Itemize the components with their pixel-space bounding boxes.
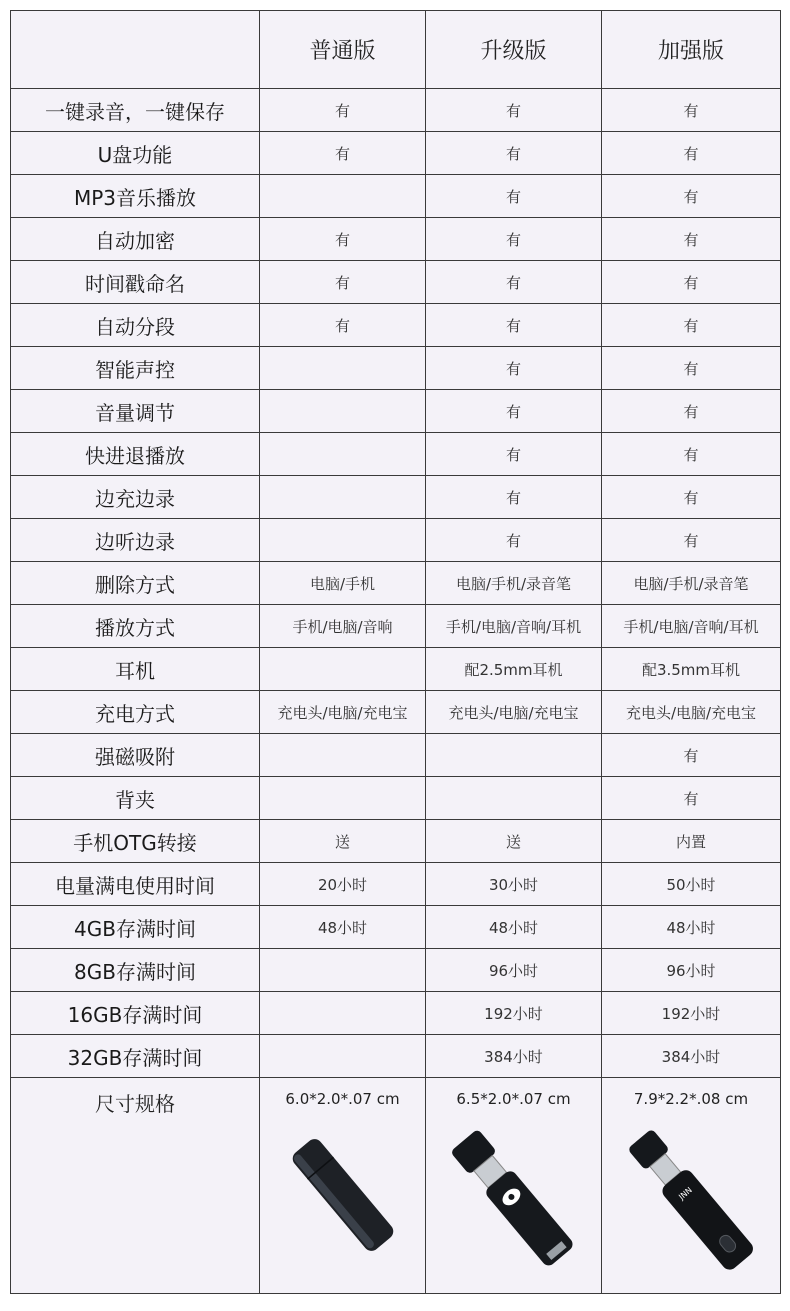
size-dimension-text: 7.9*2.2*.08 cm xyxy=(633,1090,749,1108)
table-row xyxy=(11,304,781,347)
feature-label: 背夹 xyxy=(11,777,260,820)
feature-value-cell xyxy=(260,1035,426,1078)
feature-value-cell: 内置 xyxy=(602,820,781,863)
feature-label: 删除方式 xyxy=(11,562,260,605)
feature-label: 边充边录 xyxy=(11,476,260,519)
feature-value-cell: 有 xyxy=(602,347,781,390)
feature-value-cell: 48小时 xyxy=(260,906,426,949)
feature-value-cell: 48小时 xyxy=(602,906,781,949)
feature-value-cell xyxy=(260,992,426,1035)
feature-value-cell: 电脑/手机/录音笔 xyxy=(602,562,781,605)
header-row xyxy=(11,11,781,89)
basic-recorder-image xyxy=(278,1130,408,1260)
feature-value-cell: 有 xyxy=(260,89,426,132)
feature-value-cell: 有 xyxy=(602,476,781,519)
feature-value-cell: 384小时 xyxy=(426,1035,602,1078)
feature-value-cell: 有 xyxy=(426,218,602,261)
feature-value-cell: 有 xyxy=(260,218,426,261)
feature-value-cell: 20小时 xyxy=(260,863,426,906)
feature-value-cell: 有 xyxy=(426,304,602,347)
feature-value-cell: 有 xyxy=(602,390,781,433)
feature-value-cell: 有 xyxy=(260,132,426,175)
table-row xyxy=(11,175,781,218)
feature-value-cell: 384小时 xyxy=(602,1035,781,1078)
table-row xyxy=(11,218,781,261)
feature-label: 边听边录 xyxy=(11,519,260,562)
table-row xyxy=(11,906,781,949)
table-row xyxy=(11,949,781,992)
feature-value-cell: 有 xyxy=(426,89,602,132)
size-dimension-text: 6.0*2.0*.07 cm xyxy=(285,1090,400,1108)
table-row xyxy=(11,1035,781,1078)
feature-label: MP3音乐播放 xyxy=(11,175,260,218)
feature-value-cell xyxy=(260,390,426,433)
table-row xyxy=(11,863,781,906)
size-value-cell xyxy=(602,1078,781,1294)
feature-label: 32GB存满时间 xyxy=(11,1035,260,1078)
feature-value-cell: 充电头/电脑/充电宝 xyxy=(602,691,781,734)
table-row xyxy=(11,992,781,1035)
table-row xyxy=(11,777,781,820)
feature-value-cell xyxy=(260,519,426,562)
header-corner xyxy=(11,11,260,89)
feature-value-cell: 96小时 xyxy=(602,949,781,992)
table-row xyxy=(11,605,781,648)
feature-label: 强磁吸附 xyxy=(11,734,260,777)
feature-value-cell xyxy=(426,777,602,820)
header-basic-version: 普通版 xyxy=(260,11,426,89)
feature-value-cell: 有 xyxy=(426,132,602,175)
size-dimension-text: 6.5*2.0*.07 cm xyxy=(456,1090,571,1108)
feature-label: 耳机 xyxy=(11,648,260,691)
feature-value-cell: 有 xyxy=(602,777,781,820)
feature-value-cell: 有 xyxy=(602,261,781,304)
feature-value-cell: 有 xyxy=(602,89,781,132)
feature-value-cell: 有 xyxy=(602,175,781,218)
table-row xyxy=(11,433,781,476)
feature-value-cell: 充电头/电脑/充电宝 xyxy=(260,691,426,734)
feature-value-cell: 送 xyxy=(426,820,602,863)
feature-value-cell: 有 xyxy=(260,304,426,347)
table-row xyxy=(11,820,781,863)
feature-value-cell: 有 xyxy=(602,304,781,347)
feature-value-cell: 充电头/电脑/充电宝 xyxy=(426,691,602,734)
feature-value-cell: 送 xyxy=(260,820,426,863)
feature-value-cell xyxy=(260,777,426,820)
feature-value-cell: 有 xyxy=(426,175,602,218)
feature-value-cell: 有 xyxy=(602,734,781,777)
feature-label: 智能声控 xyxy=(11,347,260,390)
feature-label: 尺寸规格 xyxy=(11,1078,260,1294)
table-row xyxy=(11,734,781,777)
table-row xyxy=(11,132,781,175)
enhanced-recorder-image xyxy=(621,1130,761,1270)
feature-value-cell: 配3.5mm耳机 xyxy=(602,648,781,691)
table-row xyxy=(11,648,781,691)
feature-label: 8GB存满时间 xyxy=(11,949,260,992)
feature-value-cell xyxy=(260,347,426,390)
table-row xyxy=(11,89,781,132)
feature-label: 16GB存满时间 xyxy=(11,992,260,1035)
table-row xyxy=(11,476,781,519)
feature-value-cell xyxy=(260,175,426,218)
size-value-cell xyxy=(426,1078,602,1294)
feature-label: 音量调节 xyxy=(11,390,260,433)
feature-value-cell: 有 xyxy=(426,433,602,476)
feature-value-cell xyxy=(260,949,426,992)
brand-logo-text: JNN xyxy=(677,1185,694,1202)
feature-value-cell: 50小时 xyxy=(602,863,781,906)
feature-label: 时间戳命名 xyxy=(11,261,260,304)
table-row xyxy=(11,390,781,433)
feature-label: 电量满电使用时间 xyxy=(11,863,260,906)
feature-value-cell: 192小时 xyxy=(602,992,781,1035)
feature-value-cell: 手机/电脑/音响/耳机 xyxy=(602,605,781,648)
feature-value-cell: 有 xyxy=(602,218,781,261)
table-row xyxy=(11,691,781,734)
feature-label: 自动加密 xyxy=(11,218,260,261)
feature-value-cell: 有 xyxy=(602,132,781,175)
feature-label: 播放方式 xyxy=(11,605,260,648)
feature-label: 自动分段 xyxy=(11,304,260,347)
feature-value-cell: 有 xyxy=(426,347,602,390)
upgraded-recorder-image xyxy=(444,1130,584,1270)
feature-value-cell: 电脑/手机/录音笔 xyxy=(426,562,602,605)
header-enhanced-version: 加强版 xyxy=(602,11,781,89)
feature-value-cell: 有 xyxy=(260,261,426,304)
feature-value-cell: 有 xyxy=(426,476,602,519)
table-row xyxy=(11,562,781,605)
feature-label: 快进退播放 xyxy=(11,433,260,476)
feature-value-cell: 有 xyxy=(426,519,602,562)
feature-value-cell: 48小时 xyxy=(426,906,602,949)
comparison-table xyxy=(10,10,781,1294)
feature-value-cell: 手机/电脑/音响/耳机 xyxy=(426,605,602,648)
feature-value-cell xyxy=(260,476,426,519)
feature-label: 4GB存满时间 xyxy=(11,906,260,949)
feature-value-cell: 电脑/手机 xyxy=(260,562,426,605)
table-row xyxy=(11,261,781,304)
feature-label: 手机OTG转接 xyxy=(11,820,260,863)
feature-value-cell xyxy=(426,734,602,777)
feature-value-cell: 有 xyxy=(602,519,781,562)
feature-value-cell: 有 xyxy=(426,390,602,433)
feature-value-cell: 有 xyxy=(602,433,781,476)
size-value-cell xyxy=(260,1078,426,1294)
table-row xyxy=(11,347,781,390)
feature-value-cell: 30小时 xyxy=(426,863,602,906)
feature-value-cell: 手机/电脑/音响 xyxy=(260,605,426,648)
feature-value-cell: 192小时 xyxy=(426,992,602,1035)
feature-label: U盘功能 xyxy=(11,132,260,175)
feature-value-cell xyxy=(260,648,426,691)
feature-value-cell xyxy=(260,433,426,476)
table-row xyxy=(11,519,781,562)
feature-label: 一键录音，一键保存 xyxy=(11,89,260,132)
feature-value-cell xyxy=(260,734,426,777)
feature-value-cell: 96小时 xyxy=(426,949,602,992)
header-upgraded-version: 升级版 xyxy=(426,11,602,89)
feature-label: 充电方式 xyxy=(11,691,260,734)
feature-value-cell: 有 xyxy=(426,261,602,304)
feature-value-cell: 配2.5mm耳机 xyxy=(426,648,602,691)
size-row xyxy=(11,1078,781,1294)
